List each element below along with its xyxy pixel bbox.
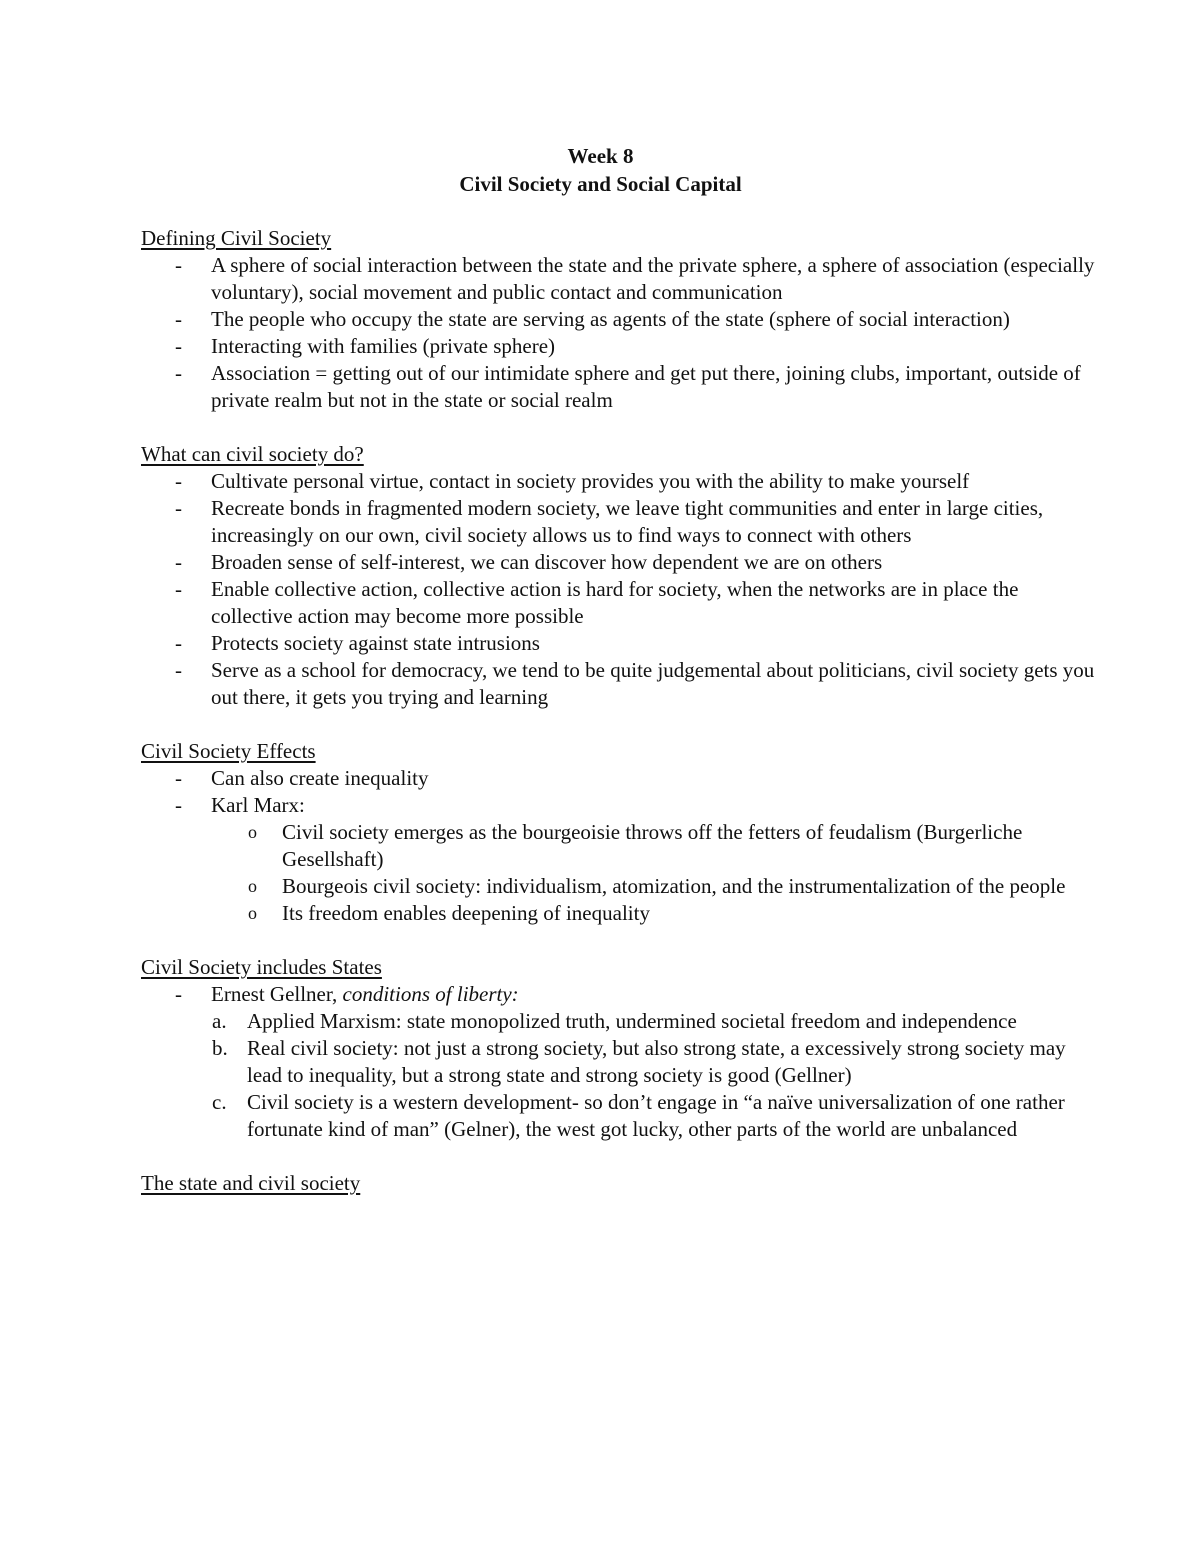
week-label: Week 8 [567,144,634,168]
lettered-item [141,1008,1100,1035]
dash-marker: - [175,982,182,1006]
list-item-text: Cultivate personal virtue, contact in society provides you with the ability to make yourself [211,469,970,493]
dash-marker: - [175,361,182,385]
list-item-text: Protects society against state intrusions [211,631,540,655]
sub-list-item [141,873,1100,900]
dash-marker: - [175,307,182,331]
lettered-item [141,1035,1100,1089]
list-item-text: Ernest Gellner, [211,982,343,1006]
dash-marker: - [175,577,182,601]
section-heading: The state and civil society [141,1171,361,1195]
list-item-text: Association = getting out of our intimidate sphere and get put there, joining clubs, important, outside of private realm but not in the state or social realm [211,361,1081,412]
circle-marker: o [248,822,257,842]
sub-list-item-text: Bourgeois civil society: individualism, atomization, and the instrumentalization of the people [282,874,1066,898]
dash-marker: - [175,793,182,817]
document-title: Civil Society and Social Capital [459,172,742,196]
section-what-can-civil-society-do [141,441,1100,711]
bullet-list [141,252,1100,414]
dash-marker: - [175,469,182,493]
list-item-text: Interacting with families (private sphere) [211,334,556,358]
list-item-text: Serve as a school for democracy, we tend to be quite judgemental about politicians, civil society gets you out there, it gets you trying and learning [211,658,1095,709]
circle-marker: o [248,876,257,896]
list-item [141,765,1100,792]
section-civil-society-effects [141,738,1100,927]
section-heading: What can civil society do? [141,442,364,466]
list-item [141,306,1100,333]
sub-list-item [141,819,1100,873]
list-item-text: Karl Marx: [211,793,305,817]
bullet-list [141,981,1100,1008]
list-item [141,252,1100,306]
list-item-text: Can also create inequality [211,766,429,790]
dash-marker: - [175,496,182,520]
lettered-item-text: Civil society is a western development- so don’t engage in “a naïve universalization of one rather fortunate kind of man” (Gelner), the west got lucky, other parts of the world are unbalanced [247,1090,1065,1141]
list-item [141,657,1100,711]
bullet-list [141,468,1100,711]
list-item [141,576,1100,630]
list-item [141,981,1100,1008]
section-heading: Defining Civil Society [141,226,332,250]
list-item [141,333,1100,360]
letter-marker: b. [212,1036,228,1060]
list-item [141,468,1100,495]
list-item [141,630,1100,657]
sub-bullet-list [141,819,1100,927]
dash-marker: - [175,658,182,682]
section-state-and-civil-society [141,1170,1100,1197]
list-item-text: Enable collective action, collective action is hard for society, when the networks are in place the collective action may become more possible [211,577,1019,628]
dash-marker: - [175,334,182,358]
book-title: conditions of liberty: [342,982,519,1006]
bullet-list [141,765,1100,819]
dash-marker: - [175,766,182,790]
section-heading: Civil Society includes States [141,955,382,979]
lettered-item-text: Applied Marxism: state monopolized truth, undermined societal freedom and independence [247,1009,1017,1033]
dash-marker: - [175,253,182,277]
letter-marker: a. [212,1009,227,1033]
letter-marker: c. [212,1090,227,1114]
circle-marker: o [248,903,257,923]
section-defining-civil-society [141,225,1100,414]
list-item [141,360,1100,414]
section-civil-society-includes-states [141,954,1100,1143]
dash-marker: - [175,550,182,574]
list-item-text: The people who occupy the state are serving as agents of the state (sphere of social interaction) [211,307,1010,331]
list-item-text: A sphere of social interaction between the state and the private sphere, a sphere of association (especially voluntary), social movement and public contact and communication [211,253,1095,304]
list-item-text: Recreate bonds in fragmented modern society, we leave tight communities and enter in large cities, increasingly on our own, civil society allows us to find ways to connect with others [211,496,1044,547]
lettered-item [141,1089,1100,1143]
sub-list-item [141,900,1100,927]
title-block [141,142,1060,198]
lettered-list [141,1008,1100,1143]
list-item [141,549,1100,576]
section-heading: Civil Society Effects [141,739,316,763]
list-item [141,792,1100,819]
lettered-item-text: Real civil society: not just a strong society, but also strong state, a excessively strong society may lead to inequality, but a strong state and strong society is good (Gellner) [247,1036,1066,1087]
sub-list-item-text: Its freedom enables deepening of inequality [282,901,650,925]
list-item [141,495,1100,549]
dash-marker: - [175,631,182,655]
list-item-text: Broaden sense of self-interest, we can discover how dependent we are on others [211,550,883,574]
sub-list-item-text: Civil society emerges as the bourgeoisie throws off the fetters of feudalism (Burgerliche Gesellshaft) [282,820,1023,871]
